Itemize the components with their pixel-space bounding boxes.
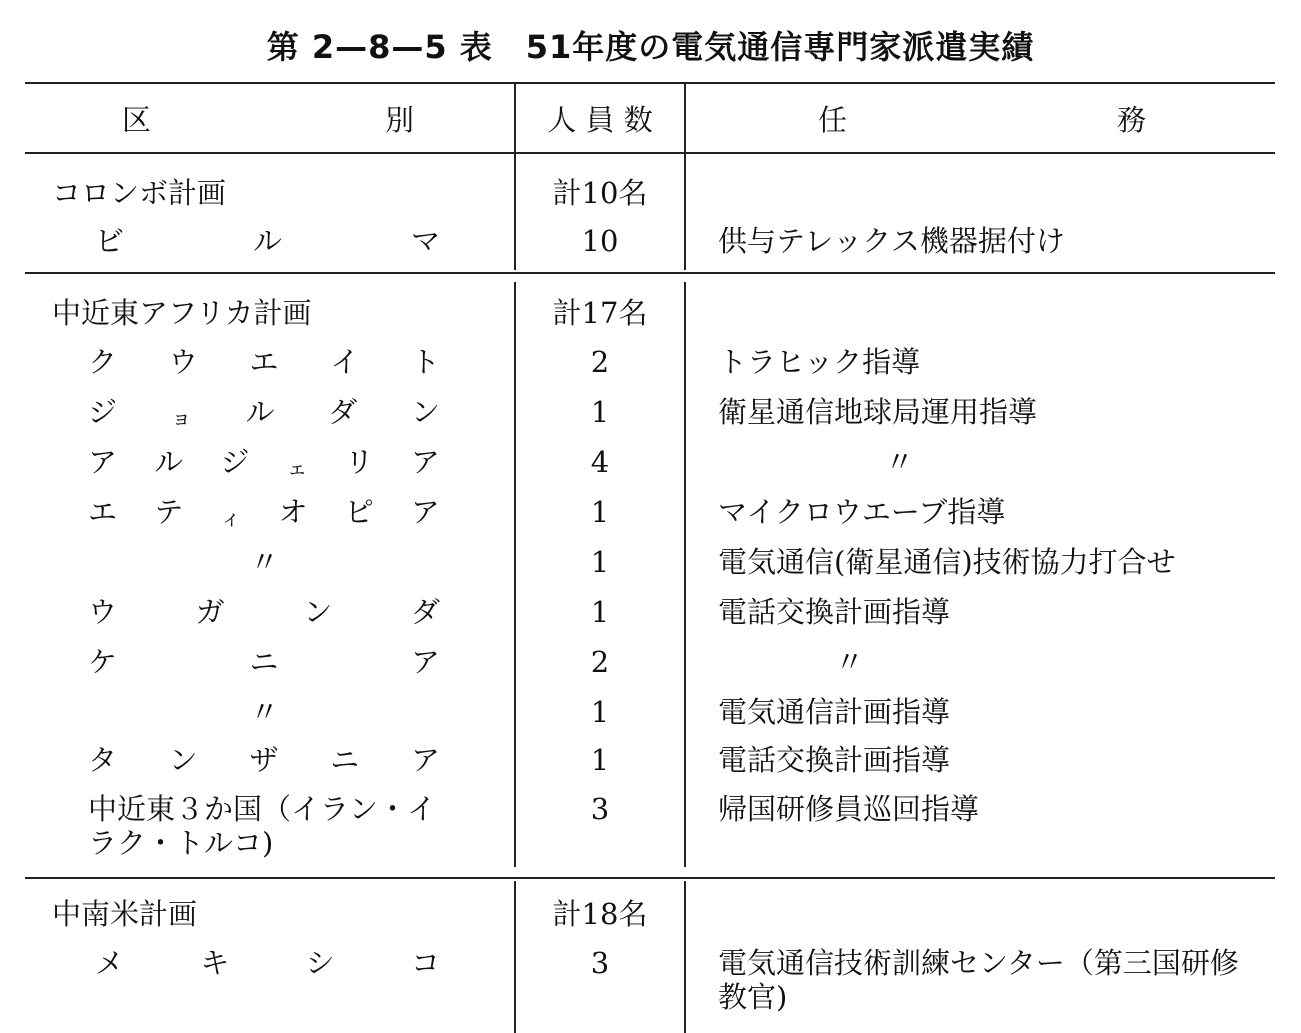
row-duty-ditto: 〃 <box>835 645 865 679</box>
country-name: 中近東３か国（イラン・イラク・トルコ) <box>88 792 437 860</box>
section-name: 中近東アフリカ計画 <box>52 296 312 330</box>
column-divider <box>684 881 686 1033</box>
header-duty <box>818 103 1146 137</box>
section-name: コロンボ計画 <box>52 176 227 210</box>
row-count: 2 <box>590 645 610 679</box>
country-ditto: 〃 <box>250 545 280 579</box>
row-duty: 電話交換計画指導 <box>718 595 951 629</box>
row-count: 1 <box>590 595 610 629</box>
row-count: 1 <box>590 395 610 429</box>
country-name: ウ ガ ン ダ <box>88 595 440 629</box>
table-title: 第 2—8—5 表 51年度の電気通信専門家派遣実績 <box>266 28 1035 66</box>
section-name: 中南米計画 <box>52 897 198 931</box>
row-duty: 衛星通信地球局運用指導 <box>718 395 1038 429</box>
table-top-rule <box>25 82 1275 84</box>
country-name: ジ ョ ル ダ ン <box>88 395 440 430</box>
row-count: 1 <box>590 695 610 729</box>
row-duty: マイクロウエーブ指導 <box>718 495 1006 529</box>
country-name: メ キ シ コ <box>95 946 440 980</box>
row-duty: 供与テレックス機器据付け <box>718 224 1065 258</box>
section-divider <box>25 272 1275 274</box>
row-duty: 電気通信技術訓練センター（第三国研修教官) <box>718 946 1239 1014</box>
row-count: 1 <box>590 495 610 529</box>
row-duty: 帰国研修員巡回指導 <box>718 792 980 826</box>
row-duty: 電気通信(衛星通信)技術協力打合せ <box>718 545 1176 579</box>
row-count: 1 <box>590 743 610 777</box>
row-count: 3 <box>590 792 610 826</box>
column-divider <box>684 282 686 867</box>
header-duty-part: 務 <box>1116 103 1146 137</box>
section-total: 計10名 <box>552 176 648 210</box>
header-duty-part: 任 <box>818 103 848 137</box>
header-category-part: 区 <box>122 103 152 137</box>
row-duty: 電気通信計画指導 <box>718 695 951 729</box>
row-count: 10 <box>581 224 619 258</box>
column-divider <box>684 84 686 270</box>
country-name: エ テ ィ オ ピ ア <box>88 495 440 530</box>
row-count: 1 <box>590 545 610 579</box>
country-name: ビ ル マ <box>95 224 440 258</box>
row-duty-ditto: 〃 <box>885 445 915 479</box>
header-category-part: 別 <box>384 103 414 137</box>
row-count: 3 <box>590 946 610 980</box>
country-name: ア ル ジ ェ リ ア <box>88 445 440 480</box>
header-category <box>122 103 414 137</box>
section-total: 計18名 <box>552 897 648 931</box>
row-duty: 電話交換計画指導 <box>718 743 951 777</box>
row-count: 2 <box>590 345 610 379</box>
country-name: ク ウ エ イ ト <box>88 345 440 379</box>
row-duty: トラヒック指導 <box>718 345 921 379</box>
section-divider <box>25 877 1275 879</box>
country-name: タ ン ザ ニ ア <box>88 743 440 777</box>
country-name: ケ ニ ア <box>88 645 440 679</box>
header-count: 人 員 数 <box>547 103 653 137</box>
section-total: 計17名 <box>552 296 648 330</box>
header-bottom-rule <box>25 152 1275 154</box>
row-count: 4 <box>590 445 610 479</box>
country-ditto: 〃 <box>250 695 280 729</box>
